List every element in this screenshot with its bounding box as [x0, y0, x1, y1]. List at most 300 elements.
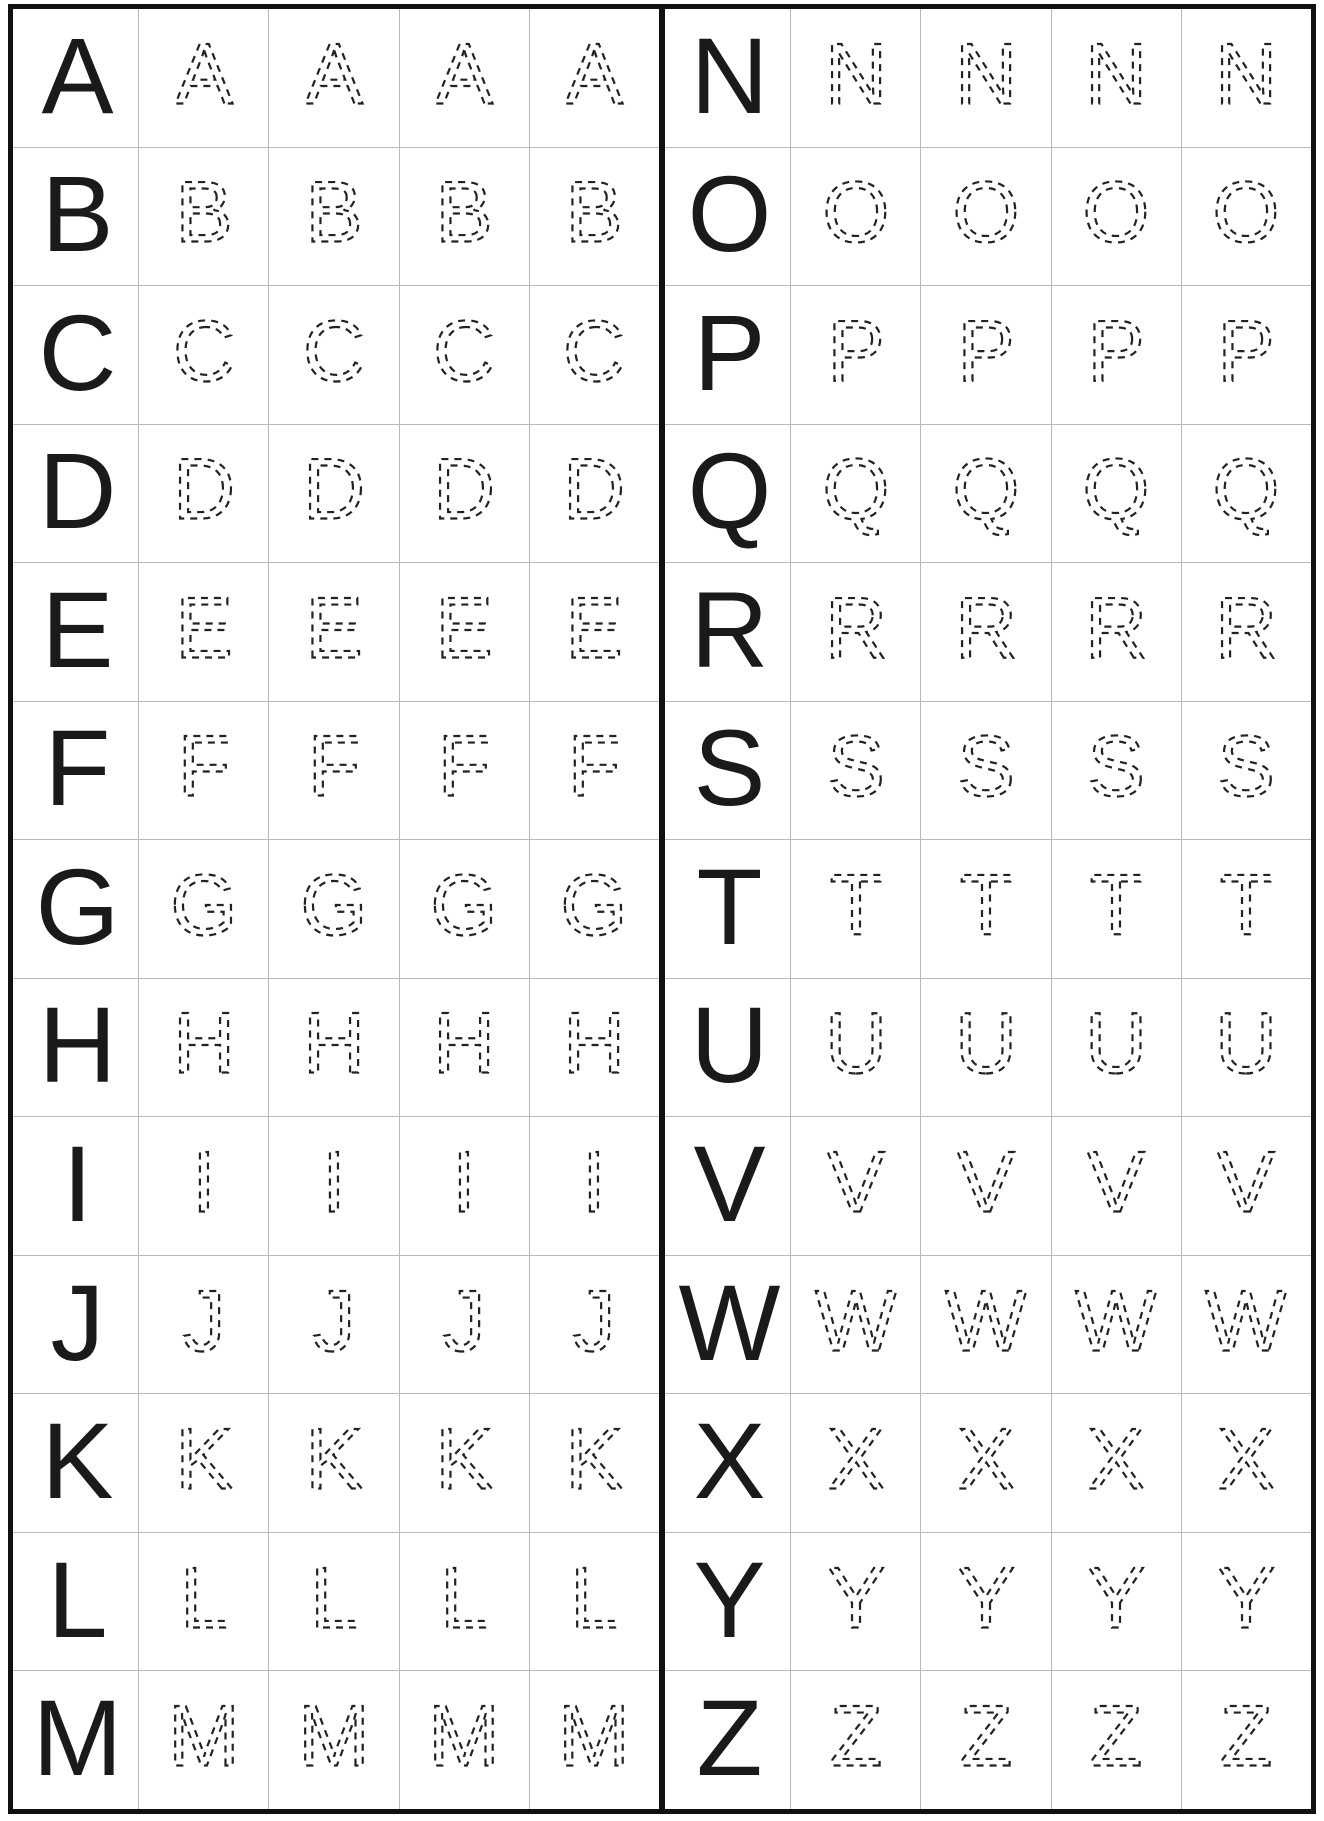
model-letter: B [41, 153, 114, 275]
dashed-letter: M [428, 1688, 500, 1785]
dashed-letter: Y [826, 1550, 885, 1647]
dashed-letter-wrapper [269, 1256, 398, 1394]
trace-letter-cell[interactable] [1052, 1256, 1182, 1394]
trace-letter-cell[interactable] [139, 9, 269, 147]
dashed-letter-wrapper [269, 979, 398, 1117]
dashed-letter-wrapper [1052, 9, 1181, 147]
letter-row [665, 9, 1311, 148]
trace-letter-cell[interactable] [1052, 840, 1182, 978]
dashed-letter-wrapper [791, 563, 920, 701]
dashed-letter-wrapper [921, 1533, 1050, 1671]
trace-letter-cell[interactable] [139, 1117, 269, 1255]
trace-letter-cell[interactable] [400, 563, 530, 701]
trace-letter-cell[interactable] [921, 979, 1051, 1117]
dashed-letter-wrapper [1182, 1117, 1311, 1255]
model-letter-cell [665, 9, 791, 147]
dashed-letter-wrapper [921, 702, 1050, 840]
trace-letter-cell[interactable] [1052, 563, 1182, 701]
dashed-letter: N [1215, 26, 1278, 123]
dashed-letter-wrapper [921, 1671, 1050, 1809]
dashed-letter: Z [959, 1688, 1013, 1785]
letter-row [665, 1671, 1311, 1809]
dashed-letter: M [558, 1688, 631, 1785]
trace-letter-cell[interactable] [530, 702, 659, 840]
dashed-letter: X [957, 1411, 1015, 1508]
trace-letter-cell[interactable] [791, 286, 921, 424]
letter-row [665, 1394, 1311, 1533]
dashed-letter-wrapper [400, 1671, 529, 1809]
dashed-letter: S [1087, 719, 1145, 816]
model-letter-cell [13, 702, 139, 840]
trace-letter-cell[interactable] [269, 148, 399, 286]
dashed-letter-wrapper [791, 979, 920, 1117]
letter-row [13, 563, 659, 702]
letter-row [665, 1256, 1311, 1395]
trace-letter-cell[interactable] [530, 1533, 659, 1671]
dashed-letter-wrapper [1052, 563, 1181, 701]
dashed-letter: O [822, 165, 890, 262]
trace-letter-cell[interactable] [1182, 425, 1311, 563]
trace-letter-cell[interactable] [921, 1117, 1051, 1255]
dashed-letter-wrapper [269, 9, 398, 147]
letter-row [13, 148, 659, 287]
dashed-letter: F [568, 719, 621, 816]
trace-letter-cell[interactable] [269, 286, 399, 424]
dashed-letter-wrapper [139, 286, 268, 424]
dashed-letter: R [1215, 580, 1278, 677]
trace-letter-cell[interactable] [400, 1671, 530, 1809]
dashed-letter: F [437, 719, 491, 816]
trace-letter-cell[interactable] [139, 148, 269, 286]
dashed-letter-wrapper [530, 563, 659, 701]
trace-letter-cell[interactable] [921, 1533, 1051, 1671]
trace-letter-cell[interactable] [1052, 1117, 1182, 1255]
trace-letter-cell[interactable] [400, 1394, 530, 1532]
trace-letter-cell[interactable] [1052, 425, 1182, 563]
dashed-letter-wrapper [1182, 702, 1311, 840]
trace-letter-cell[interactable] [1182, 563, 1311, 701]
dashed-letter: K [305, 1411, 363, 1508]
model-letter: F [44, 707, 111, 829]
dashed-letter-wrapper [921, 286, 1050, 424]
model-letter: P [693, 291, 766, 413]
trace-letter-cell[interactable] [139, 286, 269, 424]
dashed-letter: A [565, 26, 624, 123]
dashed-letter-wrapper [1052, 148, 1181, 286]
dashed-letter-wrapper [269, 563, 398, 701]
trace-letter-cell[interactable] [530, 286, 659, 424]
trace-letter-cell[interactable] [269, 702, 399, 840]
trace-letter-cell[interactable] [269, 425, 399, 563]
trace-letter-cell[interactable] [1052, 1394, 1182, 1532]
dashed-letter: H [302, 996, 365, 1093]
model-letter-cell [13, 1256, 139, 1394]
dashed-letter: J [442, 1273, 486, 1370]
trace-letter-cell[interactable] [1182, 1117, 1311, 1255]
dashed-letter-wrapper [921, 9, 1050, 147]
dashed-letter-wrapper [1182, 286, 1311, 424]
worksheet-sheet [8, 4, 1316, 1814]
trace-letter-cell[interactable] [269, 1671, 399, 1809]
dashed-letter: M [167, 1688, 240, 1785]
trace-letter-cell[interactable] [400, 979, 530, 1117]
dashed-letter: Y [1087, 1550, 1145, 1647]
model-letter: J [50, 1261, 105, 1383]
dashed-letter-wrapper [139, 1533, 268, 1671]
dashed-letter-wrapper [139, 425, 268, 563]
trace-letter-cell[interactable] [791, 563, 921, 701]
dashed-letter: Q [952, 442, 1020, 539]
dashed-letter-wrapper [1052, 425, 1181, 563]
trace-letter-cell[interactable] [791, 425, 921, 563]
trace-letter-cell[interactable] [269, 1256, 399, 1394]
trace-letter-cell[interactable] [791, 9, 921, 147]
trace-letter-cell[interactable] [1052, 979, 1182, 1117]
trace-letter-cell[interactable] [921, 1256, 1051, 1394]
trace-letter-cell[interactable] [530, 1117, 659, 1255]
dashed-letter: K [565, 1411, 624, 1508]
dashed-letter-wrapper [1182, 1533, 1311, 1671]
model-letter: G [35, 845, 120, 967]
trace-letter-cell[interactable] [530, 9, 659, 147]
dashed-letter: F [307, 719, 361, 816]
dashed-letter-wrapper [400, 702, 529, 840]
trace-letter-cell[interactable] [530, 1394, 659, 1532]
dashed-letter: I [452, 1134, 477, 1231]
dashed-letter-wrapper [400, 1394, 529, 1532]
dashed-letter: Y [957, 1550, 1015, 1647]
dashed-letter-wrapper [791, 286, 920, 424]
trace-letter-cell[interactable] [400, 286, 530, 424]
trace-letter-cell[interactable] [921, 840, 1051, 978]
dashed-letter: J [572, 1273, 616, 1370]
dashed-letter-wrapper [791, 1256, 920, 1394]
trace-letter-cell[interactable] [530, 425, 659, 563]
dashed-letter-wrapper [400, 1533, 529, 1671]
letter-row [665, 286, 1311, 425]
trace-letter-cell[interactable] [1182, 1256, 1311, 1394]
model-letter-cell [665, 702, 791, 840]
model-letter: X [693, 1400, 766, 1522]
dashed-letter: T [959, 857, 1013, 954]
letter-row [13, 979, 659, 1118]
dashed-letter: L [309, 1550, 358, 1647]
letter-row [13, 1256, 659, 1395]
dashed-letter: P [957, 303, 1015, 400]
dashed-letter-wrapper [921, 148, 1050, 286]
letter-row [13, 9, 659, 148]
trace-letter-cell[interactable] [921, 563, 1051, 701]
trace-letter-cell[interactable] [400, 1117, 530, 1255]
model-letter: N [690, 14, 769, 136]
trace-letter-cell[interactable] [139, 1671, 269, 1809]
model-letter-cell [665, 1394, 791, 1532]
trace-letter-cell[interactable] [530, 840, 659, 978]
dashed-letter-wrapper [139, 979, 268, 1117]
trace-letter-cell[interactable] [139, 1533, 269, 1671]
trace-letter-cell[interactable] [1182, 840, 1311, 978]
dashed-letter: J [312, 1273, 356, 1370]
dashed-letter-wrapper [921, 1117, 1050, 1255]
trace-letter-cell[interactable] [1052, 9, 1182, 147]
worksheet-panel-left [8, 4, 662, 1814]
trace-letter-cell[interactable] [1182, 1671, 1311, 1809]
dashed-letter: I [191, 1134, 216, 1231]
model-letter-cell [13, 286, 139, 424]
dashed-letter: S [957, 719, 1015, 816]
model-letter-cell [665, 1671, 791, 1809]
dashed-letter: K [174, 1411, 233, 1508]
dashed-letter-wrapper [139, 1394, 268, 1532]
model-letter-cell [665, 1256, 791, 1394]
dashed-letter-wrapper [400, 840, 529, 978]
dashed-letter: D [563, 442, 626, 539]
model-letter-cell [13, 979, 139, 1117]
dashed-letter: J [182, 1273, 226, 1370]
dashed-letter-wrapper [269, 1671, 398, 1809]
model-letter: I [62, 1123, 93, 1245]
trace-letter-cell[interactable] [400, 148, 530, 286]
dashed-letter: W [1075, 1273, 1157, 1370]
trace-letter-cell[interactable] [139, 425, 269, 563]
dashed-letter-wrapper [269, 1533, 398, 1671]
trace-letter-cell[interactable] [791, 1394, 921, 1532]
model-letter: L [47, 1538, 108, 1660]
trace-letter-cell[interactable] [1182, 702, 1311, 840]
dashed-letter: H [433, 996, 496, 1093]
trace-letter-cell[interactable] [269, 1117, 399, 1255]
model-letter: Z [696, 1677, 763, 1799]
letter-row [665, 840, 1311, 979]
trace-letter-cell[interactable] [269, 1533, 399, 1671]
letter-row [13, 286, 659, 425]
trace-letter-cell[interactable] [269, 563, 399, 701]
model-letter: M [32, 1677, 123, 1799]
dashed-letter-wrapper [1182, 148, 1311, 286]
dashed-letter-wrapper [1182, 563, 1311, 701]
model-letter: K [41, 1400, 114, 1522]
dashed-letter-wrapper [269, 1117, 398, 1255]
trace-letter-cell[interactable] [791, 1671, 921, 1809]
dashed-letter: W [945, 1273, 1027, 1370]
dashed-letter: X [1217, 1411, 1276, 1508]
trace-letter-cell[interactable] [269, 840, 399, 978]
dashed-letter-wrapper [530, 1671, 659, 1809]
model-letter-cell [665, 148, 791, 286]
dashed-letter: O [952, 165, 1020, 262]
dashed-letter: Q [1212, 442, 1280, 539]
trace-letter-cell[interactable] [1182, 9, 1311, 147]
trace-letter-cell[interactable] [530, 1256, 659, 1394]
trace-letter-cell[interactable] [269, 9, 399, 147]
dashed-letter-wrapper [1052, 1256, 1181, 1394]
dashed-letter-wrapper [921, 1394, 1050, 1532]
dashed-letter: I [582, 1134, 607, 1231]
letter-row [665, 979, 1311, 1118]
dashed-letter-wrapper [921, 979, 1050, 1117]
trace-letter-cell[interactable] [921, 286, 1051, 424]
dashed-letter-wrapper [269, 286, 398, 424]
trace-letter-cell[interactable] [1052, 1671, 1182, 1809]
dashed-letter-wrapper [530, 9, 659, 147]
trace-letter-cell[interactable] [400, 702, 530, 840]
model-letter: W [678, 1261, 781, 1383]
trace-letter-cell[interactable] [1182, 148, 1311, 286]
trace-letter-cell[interactable] [139, 702, 269, 840]
dashed-letter-wrapper [1182, 1671, 1311, 1809]
dashed-letter-wrapper [921, 563, 1050, 701]
dashed-letter: S [1217, 719, 1276, 816]
trace-letter-cell[interactable] [400, 840, 530, 978]
dashed-letter: S [826, 719, 885, 816]
dashed-letter: X [1087, 1411, 1145, 1508]
dashed-letter: U [954, 996, 1017, 1093]
dashed-letter-wrapper [1182, 425, 1311, 563]
model-letter-cell [665, 563, 791, 701]
dashed-letter: D [302, 442, 365, 539]
dashed-letter-wrapper [139, 840, 268, 978]
dashed-letter-wrapper [1052, 1117, 1181, 1255]
dashed-letter: V [957, 1134, 1015, 1231]
model-letter: A [41, 14, 114, 136]
trace-letter-cell[interactable] [139, 563, 269, 701]
model-letter-cell [13, 563, 139, 701]
trace-letter-cell[interactable] [1052, 1533, 1182, 1671]
dashed-letter: L [570, 1550, 619, 1647]
dashed-letter: N [824, 26, 887, 123]
trace-letter-cell[interactable] [921, 1671, 1051, 1809]
trace-letter-cell[interactable] [1052, 702, 1182, 840]
dashed-letter: G [430, 857, 498, 954]
dashed-letter: R [954, 580, 1017, 677]
dashed-letter-wrapper [530, 1256, 659, 1394]
dashed-letter-wrapper [400, 286, 529, 424]
dashed-letter: W [1205, 1273, 1287, 1370]
page-footer-strip [0, 1817, 1324, 1821]
dashed-letter-wrapper [921, 840, 1050, 978]
dashed-letter-wrapper [400, 563, 529, 701]
dashed-letter-wrapper [139, 702, 268, 840]
dashed-letter: U [1215, 996, 1278, 1093]
trace-letter-cell[interactable] [530, 979, 659, 1117]
dashed-letter-wrapper [791, 1533, 920, 1671]
trace-letter-cell[interactable] [139, 1394, 269, 1532]
trace-letter-cell[interactable] [1052, 286, 1182, 424]
letter-row [13, 702, 659, 841]
dashed-letter-wrapper [139, 148, 268, 286]
trace-letter-cell[interactable] [269, 979, 399, 1117]
trace-letter-cell[interactable] [791, 840, 921, 978]
letter-row [665, 563, 1311, 702]
dashed-letter: I [321, 1134, 346, 1231]
trace-letter-cell[interactable] [921, 148, 1051, 286]
dashed-letter-wrapper [1052, 1671, 1181, 1809]
trace-letter-cell[interactable] [1182, 1394, 1311, 1532]
model-letter-cell [13, 1117, 139, 1255]
dashed-letter: B [435, 165, 493, 262]
dashed-letter: Q [1082, 442, 1150, 539]
model-letter: E [41, 568, 114, 690]
dashed-letter: M [298, 1688, 370, 1785]
dashed-letter: L [440, 1550, 489, 1647]
dashed-letter: Z [1220, 1688, 1273, 1785]
trace-letter-cell[interactable] [921, 1394, 1051, 1532]
dashed-letter: W [815, 1273, 897, 1370]
model-letter: O [687, 153, 772, 275]
trace-letter-cell[interactable] [139, 840, 269, 978]
model-letter: D [38, 430, 117, 552]
dashed-letter: E [435, 580, 493, 677]
trace-letter-cell[interactable] [139, 979, 269, 1117]
trace-letter-cell[interactable] [791, 702, 921, 840]
trace-letter-cell[interactable] [1182, 979, 1311, 1117]
trace-letter-cell[interactable] [400, 1533, 530, 1671]
dashed-letter: C [302, 303, 365, 400]
trace-letter-cell[interactable] [921, 702, 1051, 840]
dashed-letter: C [563, 303, 626, 400]
trace-letter-cell[interactable] [139, 1256, 269, 1394]
dashed-letter-wrapper [139, 563, 268, 701]
dashed-letter: U [824, 996, 887, 1093]
dashed-letter-wrapper [530, 148, 659, 286]
dashed-letter: L [179, 1550, 228, 1647]
trace-letter-cell[interactable] [269, 1394, 399, 1532]
model-letter-cell [665, 1117, 791, 1255]
dashed-letter-wrapper [1052, 702, 1181, 840]
trace-letter-cell[interactable] [921, 9, 1051, 147]
dashed-letter-wrapper [1182, 1256, 1311, 1394]
trace-letter-cell[interactable] [530, 1671, 659, 1809]
trace-letter-cell[interactable] [791, 148, 921, 286]
dashed-letter-wrapper [400, 1256, 529, 1394]
model-letter-cell [13, 425, 139, 563]
trace-letter-cell[interactable] [791, 1256, 921, 1394]
dashed-letter-wrapper [791, 1117, 920, 1255]
trace-letter-cell[interactable] [400, 9, 530, 147]
trace-letter-cell[interactable] [530, 563, 659, 701]
dashed-letter: D [433, 442, 496, 539]
dashed-letter: B [174, 165, 233, 262]
trace-letter-cell[interactable] [1182, 1533, 1311, 1671]
model-letter: S [693, 707, 766, 829]
dashed-letter-wrapper [530, 1533, 659, 1671]
model-letter-cell [665, 1533, 791, 1671]
dashed-letter-wrapper [400, 148, 529, 286]
letter-row [665, 425, 1311, 564]
letter-row [665, 702, 1311, 841]
trace-letter-cell[interactable] [400, 425, 530, 563]
dashed-letter-wrapper [400, 425, 529, 563]
dashed-letter-wrapper [1052, 979, 1181, 1117]
dashed-letter: C [172, 303, 235, 400]
trace-letter-cell[interactable] [530, 148, 659, 286]
dashed-letter-wrapper [791, 840, 920, 978]
trace-letter-cell[interactable] [400, 1256, 530, 1394]
dashed-letter-wrapper [530, 702, 659, 840]
dashed-letter-wrapper [139, 1256, 268, 1394]
dashed-letter-wrapper [400, 1117, 529, 1255]
dashed-letter-wrapper [530, 840, 659, 978]
trace-letter-cell[interactable] [791, 1533, 921, 1671]
trace-letter-cell[interactable] [791, 979, 921, 1117]
dashed-letter-wrapper [791, 1671, 920, 1809]
trace-letter-cell[interactable] [791, 1117, 921, 1255]
model-letter-cell [665, 286, 791, 424]
trace-letter-cell[interactable] [1182, 286, 1311, 424]
trace-letter-cell[interactable] [1052, 148, 1182, 286]
dashed-letter-wrapper [1182, 840, 1311, 978]
trace-letter-cell[interactable] [921, 425, 1051, 563]
